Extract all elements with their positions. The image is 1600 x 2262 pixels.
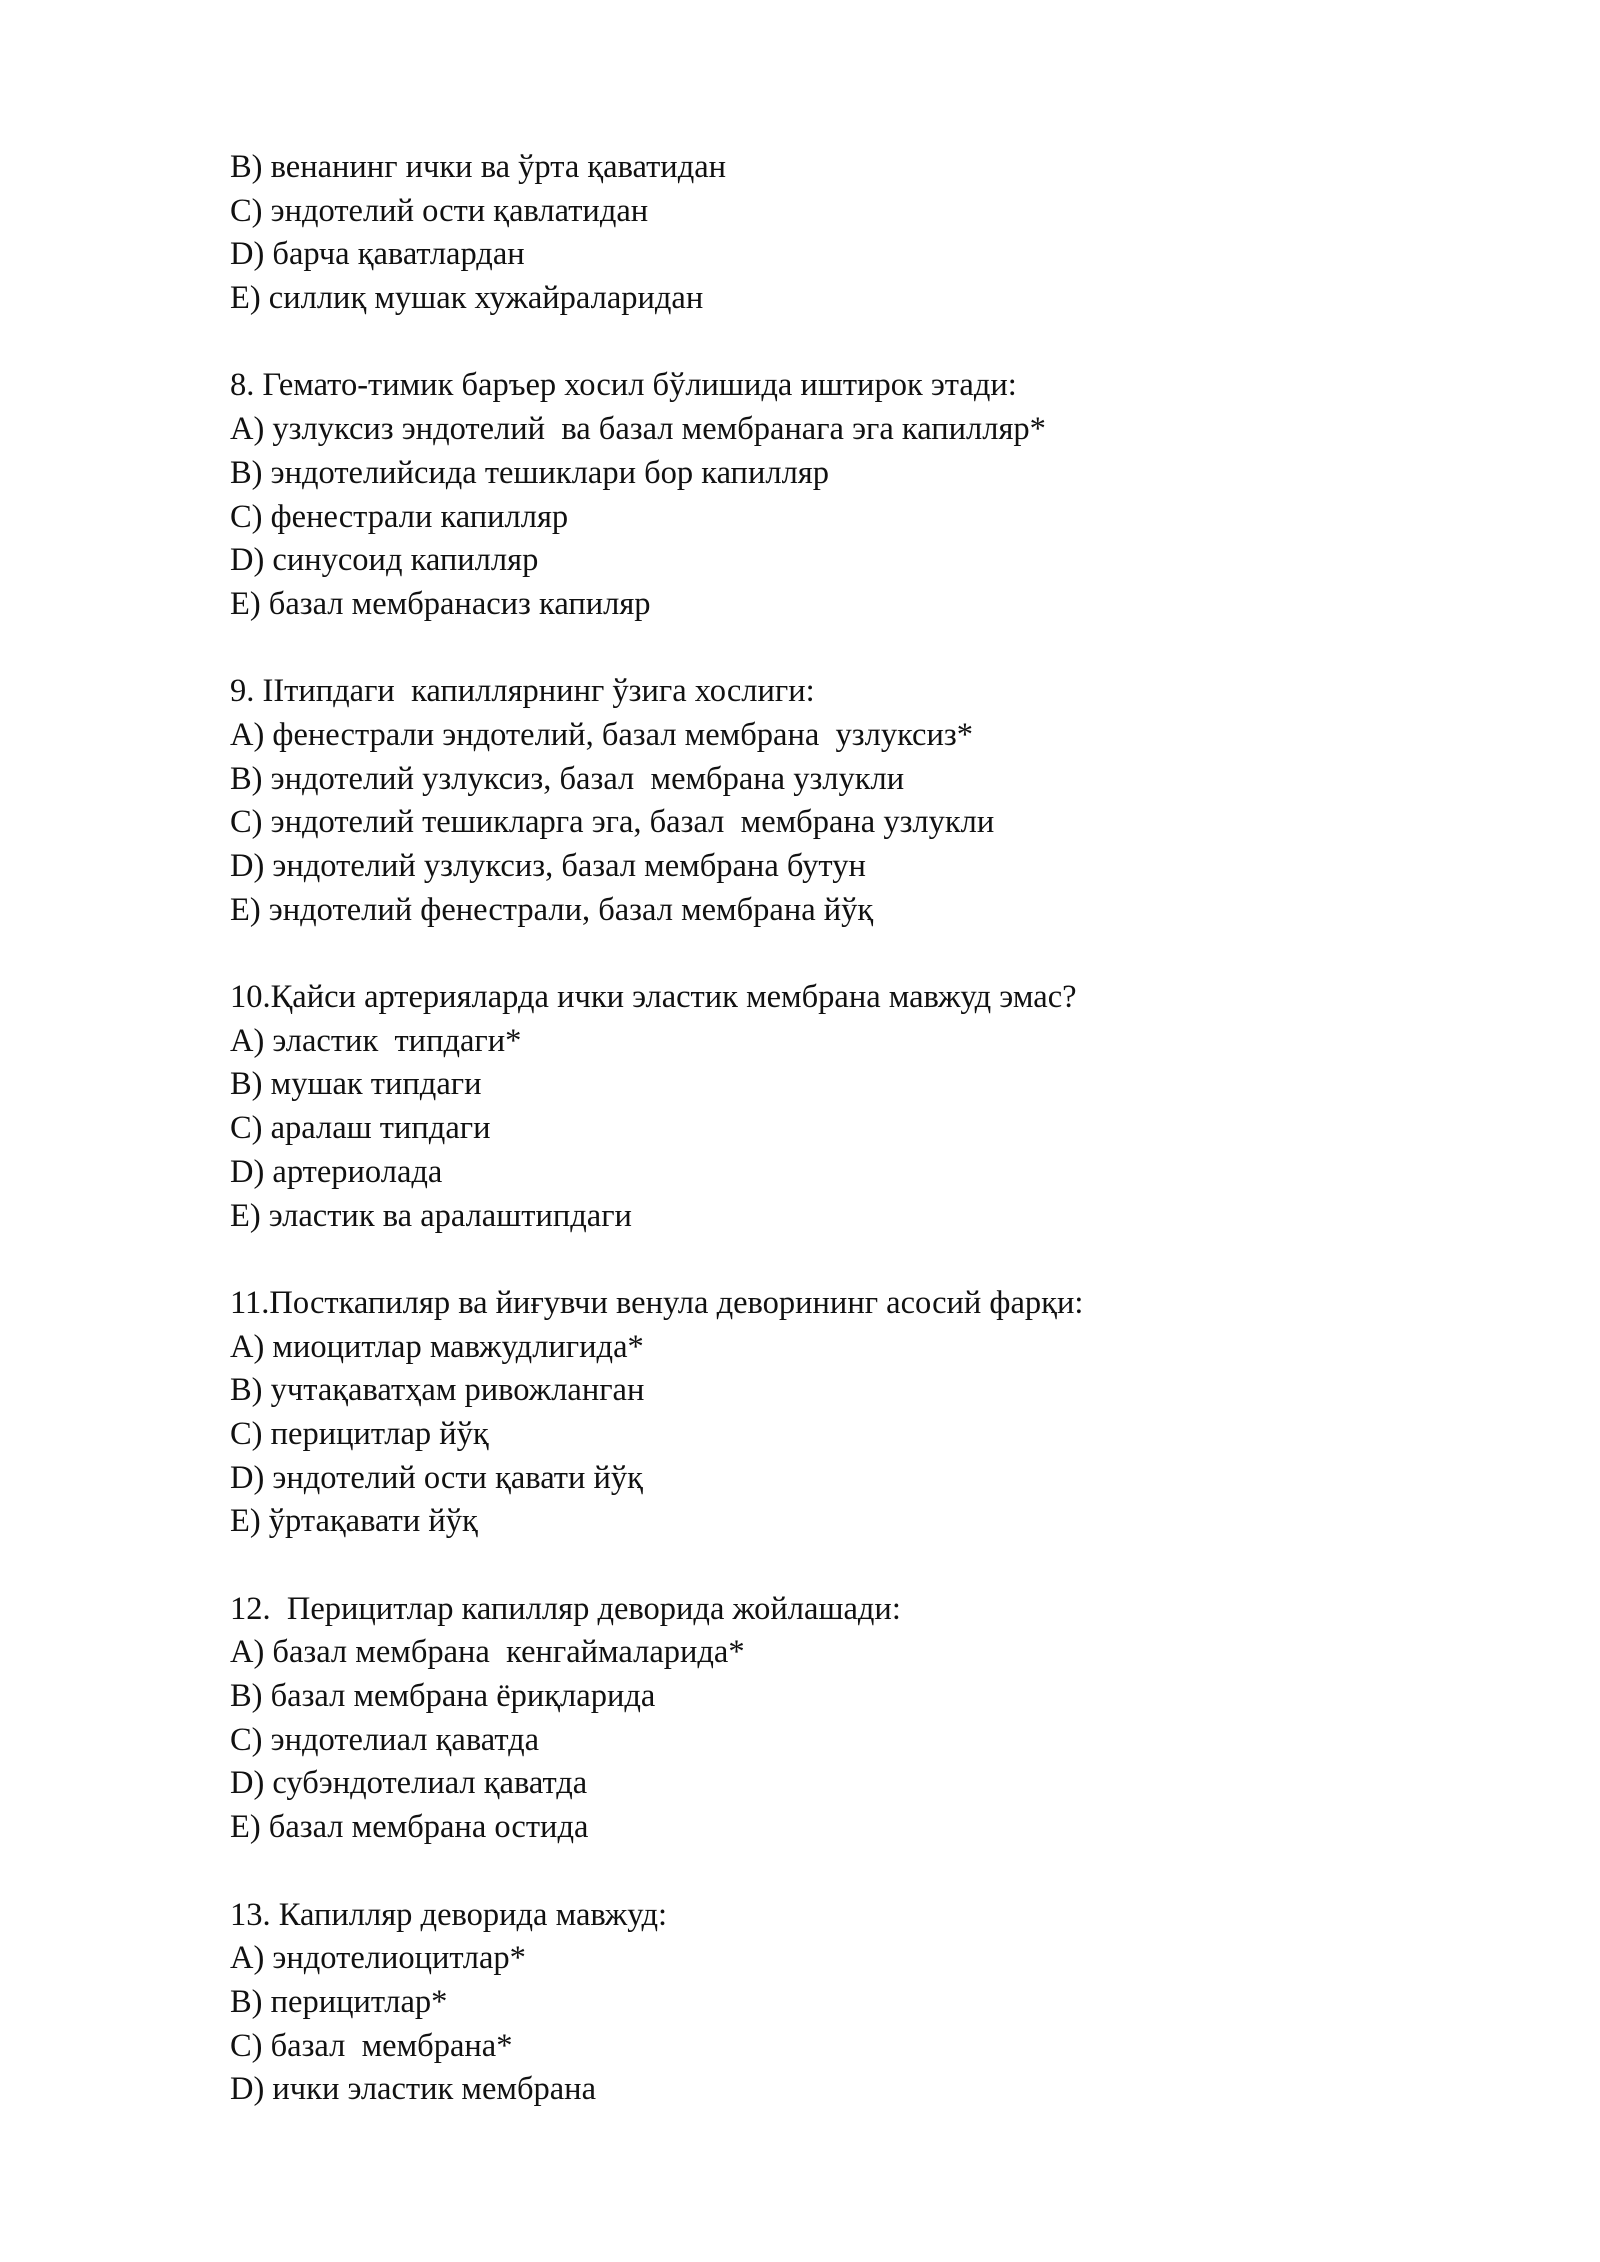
option-b: В) мушак типдаги xyxy=(230,1066,482,1103)
option-e: Е) ўртақавати йўқ xyxy=(230,1503,478,1540)
option-c: С) базал мембрана* xyxy=(230,2027,513,2064)
question-text: 10.Қайси артерияларда ички эластик мембрана мавжуд эмас? xyxy=(230,979,1077,1016)
question-block-11 xyxy=(230,1282,1480,1544)
option-a: А) узлуксиз эндотелий ва базал мембранага эга капилляр* xyxy=(230,411,1046,448)
option-b: В) эндотелийсида тешиклари бор капилляр xyxy=(230,454,829,491)
option-a: А) эластик типдаги* xyxy=(230,1022,522,1059)
option-d: D) синусоид капилляр xyxy=(230,542,539,579)
option-a: А) миоцитлар мавжудлигида* xyxy=(230,1328,644,1365)
option-c: С) перицитлар йўқ xyxy=(230,1415,489,1452)
question-block-13 xyxy=(230,1894,1480,2112)
option-e: Е) эндотелий фенестрали, базал мембрана йўқ xyxy=(230,891,874,928)
option-b: В) перицитлар* xyxy=(230,1983,448,2020)
option-c: С) аралаш типдаги xyxy=(230,1110,491,1147)
option-b: В) венанинг ички ва ўрта қаватидан xyxy=(230,149,727,185)
option-c: С) эндотелий тешикларга эга, базал мембрана узлукли xyxy=(230,804,995,841)
option-e: Е) силлиқ мушак хужайраларидан xyxy=(230,280,704,317)
option-a: А) фенестрали эндотелий, базал мембрана узлуксиз* xyxy=(230,716,973,753)
question-block-12 xyxy=(230,1588,1480,1850)
option-d: D) субэндотелиал қаватда xyxy=(230,1765,588,1802)
question-text: 11.Посткапиляр ва йиғувчи венула деворининг асосий фарқи: xyxy=(230,1284,1084,1321)
option-c: С) фенестрали капилляр xyxy=(230,498,569,535)
option-b: В) эндотелий узлуксиз, базал мембрана узлукли xyxy=(230,760,905,797)
option-d: D) артериолада xyxy=(230,1153,443,1190)
option-c: С) эндотелий ости қавлатидан xyxy=(230,192,649,229)
option-e: Е) эластик ва аралаштипдаги xyxy=(230,1197,632,1234)
question-text: 13. Капилляр деворида мавжуд: xyxy=(230,1896,668,1933)
document-page xyxy=(230,146,1480,2112)
question-text: 8. Гемато-тимик баръер хосил бўлишида иштирок этади: xyxy=(230,367,1017,404)
question-text: 12. Перицитлар капилляр деворида жойлашади: xyxy=(230,1590,901,1627)
option-a: А) эндотелиоцитлар* xyxy=(230,1940,526,1977)
question-text: 9. IIтипдаги капиллярнинг ўзига хослиги: xyxy=(230,673,815,710)
option-e: Е) базал мембрана остида xyxy=(230,1809,589,1846)
question-block-9 xyxy=(230,670,1480,932)
option-c: С) эндотелиал қаватда xyxy=(230,1721,540,1758)
option-d: D) барча қаватлардан xyxy=(230,236,525,273)
option-d: D) ички эластик мембрана xyxy=(230,2071,596,2108)
question-block-8 xyxy=(230,364,1480,626)
option-b: В) базал мембрана ёриқларида xyxy=(230,1678,656,1715)
option-a: А) базал мембрана кенгаймаларида* xyxy=(230,1634,745,1671)
question-block-7-continued xyxy=(230,146,1480,321)
option-d: D) эндотелий ости қавати йўқ xyxy=(230,1459,643,1496)
option-e: Е) базал мембранасиз капиляр xyxy=(230,585,651,622)
question-block-10 xyxy=(230,976,1480,1238)
option-d: D) эндотелий узлуксиз, базал мембрана бутун xyxy=(230,848,866,884)
option-b: В) учтақаватҳам ривожланган xyxy=(230,1372,645,1409)
